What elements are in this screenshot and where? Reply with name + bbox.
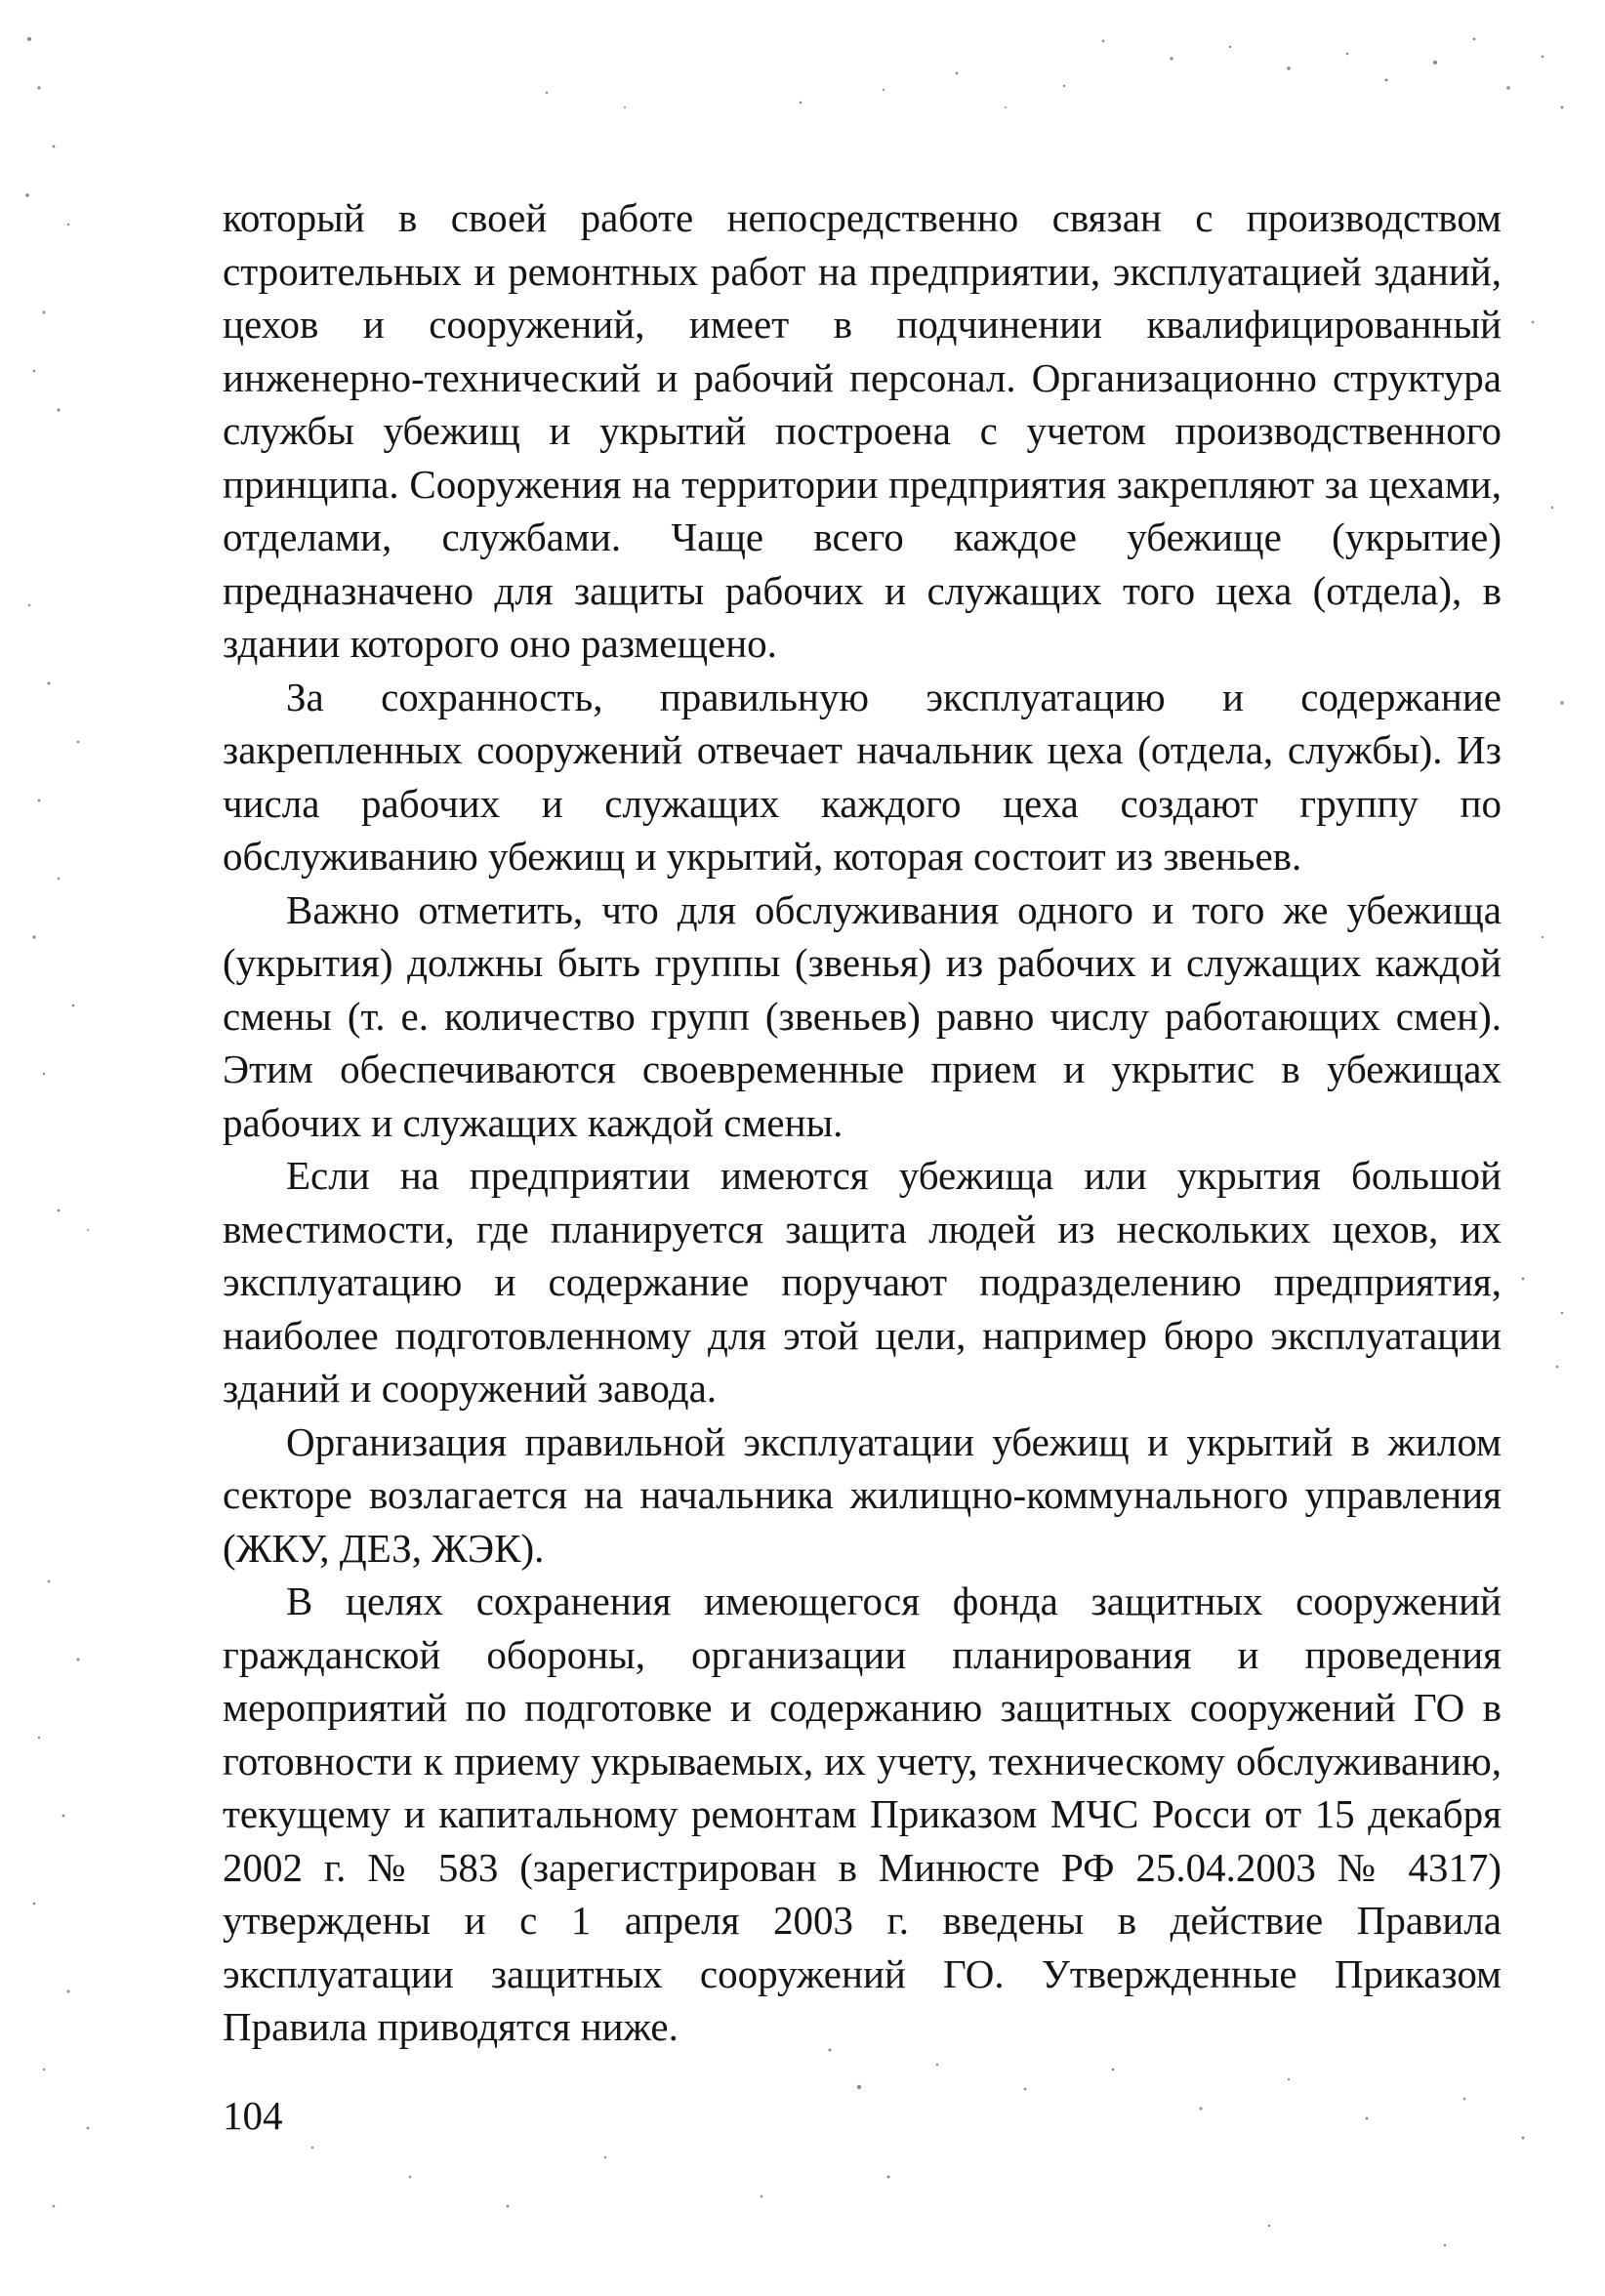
paragraph-3: Важно отметить, что для обслуживания одного и того же убежища (укрытия) должны быть группы (звенья) из рабочих и служащих каждой смены (т. е. количество групп (звеньев) равно числу работающих смен). Этим обеспечиваются своевременные прием и укрытис в убежищах рабочих и служащих каждой смены. (223, 886, 1502, 1145)
page-number: 104 (223, 2093, 283, 2138)
paragraph-4: Если на предприятии имеются убежища или укрытия большой вместимости, где планируется защита людей из нескольких цехов, их эксплуатацию и содержание поручают подразделению предприятия, наиболее подготовленному для этой цели, например бюро эксплуатации зданий и сооружений завода. (223, 1153, 1502, 1411)
paragraph-6: В целях сохранения имеющегося фонда защитных сооружений гражданской обороны, организации планирования и проведения мероприятий по подготовке и содержанию защитных сооружений ГО в готовности к приему укрываемых, их учету, техническому обслуживанию, текущему и капитальному ремонтам Приказом МЧС Росси от 15 декабря 2002 г. № 583 (зарегистрирован в Минюсте РФ 25.04.2003 № 4317) утверждены и с 1 апреля 2003 г. введены в действие Правила эксплуатации защитных сооружений ГО. Утвержденные Приказом Правила приводятся ниже. (223, 1578, 1502, 2049)
paragraph-1: который в своей работе непосредственно связан с производством строительных и ремонтных работ на предприятии, эксплуатацией зданий, цехов и сооружений, имеет в подчинении квалифицированный инженерно-технический и рабочий персонал. Организационно структура службы убежищ и укрытий построена с учетом производственного принципа. Сооружения на территории предприятия закрепляют за цехами, отделами, службами. Чаще всего каждое убежище (укрытие) предназначено для защиты рабочих и служащих того цеха (отдела), в здании которого оно размещено. (223, 195, 1502, 666)
body-text (223, 191, 1502, 2054)
paragraph-5: Организация правильной эксплуатации убежищ и укрытий в жилом секторе возлагается на начальника жилищно-коммунального управления (ЖКУ, ДЕЗ, ЖЭК). (223, 1418, 1502, 1571)
paragraph-2: За сохранность, правильную эксплуатацию и содержание закрепленных сооружений отвечает начальник цеха (отдела, службы). Из числа рабочих и служащих каждого цеха создают группу по обслуживанию убежищ и укрытий, которая состоит из звеньев. (223, 674, 1502, 879)
